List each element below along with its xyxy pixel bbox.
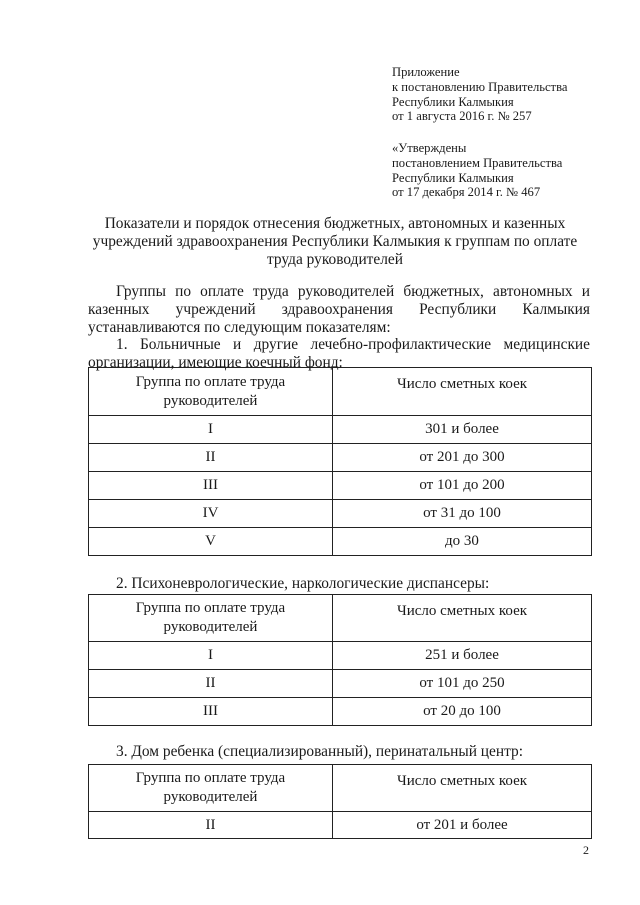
header-group-line: Группа по оплате труда xyxy=(135,770,286,786)
section-3-line: 3. Дом ребенка (специализированный), перинатальный центр: xyxy=(116,743,523,760)
section-3-heading xyxy=(88,743,590,761)
beds-cell: от 101 до 250 xyxy=(333,670,592,698)
beds-cell: до 30 xyxy=(333,528,592,556)
header-group-cell xyxy=(89,765,333,812)
approval-block xyxy=(392,141,562,200)
appendix-line: от 1 августа 2016 г. № 257 xyxy=(392,109,532,124)
header-beds-cell: Число сметных коек xyxy=(333,368,592,416)
approval-line: от 17 декабря 2014 г. № 467 xyxy=(392,185,541,200)
section-1-line: организации, имеющие коечный фонд: xyxy=(88,354,343,371)
title-line: труда руководителей xyxy=(266,251,403,268)
section-2-heading xyxy=(88,575,590,593)
title-line: Показатели и порядок отнесения бюджетных, автономных и казенных xyxy=(104,215,566,232)
approval-line: постановлением Правительства xyxy=(392,155,563,170)
approval-line: Республики Калмыкия xyxy=(392,170,514,185)
section-1-line: 1. Больничные и другие лечебно-профилактические медицинские xyxy=(116,336,590,353)
beds-cell: от 20 до 100 xyxy=(333,698,592,726)
table-row xyxy=(89,472,592,500)
table-dispensaries xyxy=(88,594,592,726)
appendix-block xyxy=(392,65,567,124)
table-header-row xyxy=(89,765,592,812)
table-row xyxy=(89,812,592,839)
table-header-row xyxy=(89,595,592,642)
beds-cell: от 201 до 300 xyxy=(333,444,592,472)
intro-line: устанавливаются по следующим показателям: xyxy=(88,319,391,336)
intro-line: Группы по оплате труда руководителей бюджетных, автономных и xyxy=(116,283,590,300)
header-group-line: руководителей xyxy=(163,392,258,409)
beds-cell: от 101 до 200 xyxy=(333,472,592,500)
table-row xyxy=(89,444,592,472)
table-row xyxy=(89,416,592,444)
document-title xyxy=(70,215,600,269)
beds-cell: 251 и более xyxy=(333,642,592,670)
table-row xyxy=(89,642,592,670)
header-group-cell xyxy=(89,368,333,416)
title-line: учреждений здравоохранения Республики Калмыкия к группам по оплате xyxy=(92,233,578,250)
group-cell: II xyxy=(89,670,333,698)
table-hospitals xyxy=(88,367,592,556)
table-row xyxy=(89,670,592,698)
intro-paragraph xyxy=(88,283,590,337)
intro-line: казенных учреждений здравоохранения Республики Калмыкия xyxy=(88,301,590,318)
group-cell: III xyxy=(89,698,333,726)
group-cell: I xyxy=(89,416,333,444)
table-row xyxy=(89,500,592,528)
appendix-line: Республики Калмыкия xyxy=(392,94,514,109)
header-group-line: руководителей xyxy=(163,619,258,635)
beds-cell: от 31 до 100 xyxy=(333,500,592,528)
page-number: 2 xyxy=(583,843,589,857)
table-row xyxy=(89,528,592,556)
table-header-row xyxy=(89,368,592,416)
appendix-line: к постановлению Правительства xyxy=(392,79,568,94)
header-group-line: руководителей xyxy=(163,789,258,805)
group-cell: I xyxy=(89,642,333,670)
table-children-home xyxy=(88,764,592,839)
section-2-line: 2. Психоневрологические, наркологические диспансеры: xyxy=(116,575,490,592)
approval-line: «Утверждены xyxy=(392,141,467,155)
header-beds-cell: Число сметных коек xyxy=(333,595,592,642)
beds-cell: 301 и более xyxy=(333,416,592,444)
group-cell: V xyxy=(89,528,333,556)
group-cell: II xyxy=(89,812,333,839)
header-group-cell xyxy=(89,595,333,642)
group-cell: IV xyxy=(89,500,333,528)
group-cell: III xyxy=(89,472,333,500)
group-cell: II xyxy=(89,444,333,472)
appendix-line: Приложение xyxy=(392,65,460,79)
beds-cell: от 201 и более xyxy=(333,812,592,839)
header-group-line: Группа по оплате труда xyxy=(135,373,286,390)
header-group-line: Группа по оплате труда xyxy=(135,600,286,616)
header-beds-cell: Число сметных коек xyxy=(333,765,592,812)
table-row xyxy=(89,698,592,726)
